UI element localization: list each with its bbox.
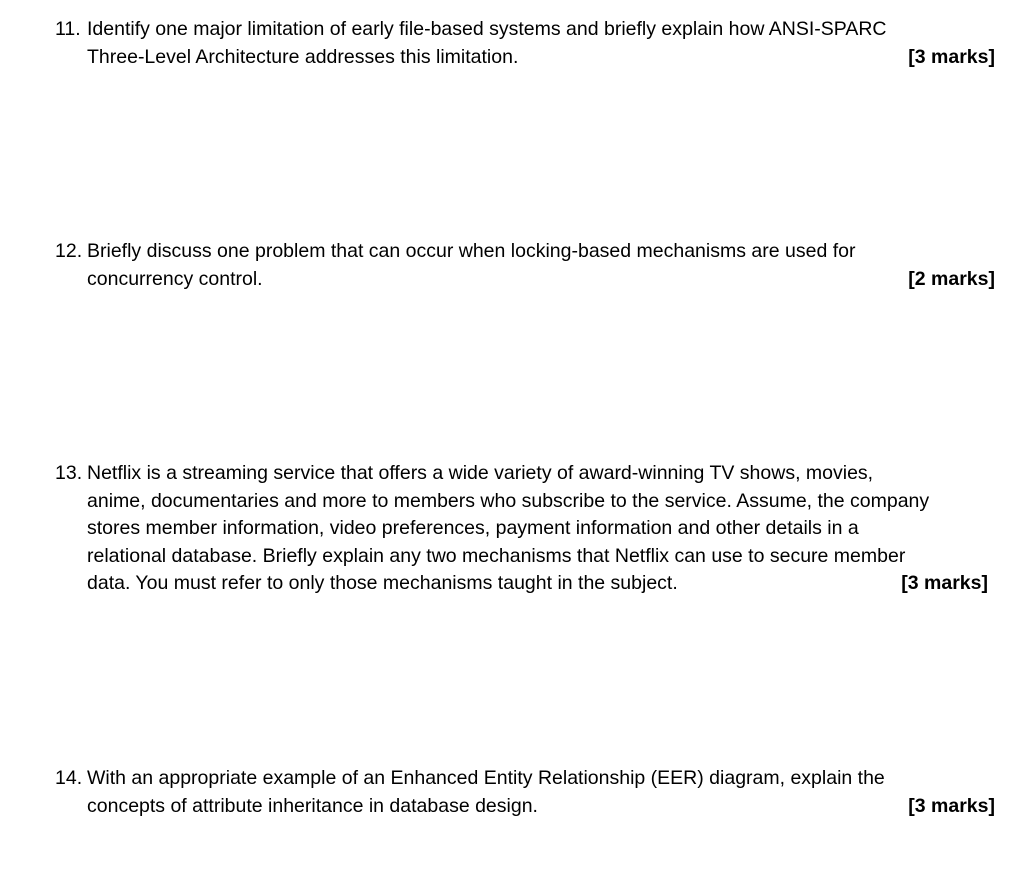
question-12 bbox=[55, 238, 995, 293]
question-number: 14. bbox=[55, 767, 83, 789]
question-number: 11. bbox=[55, 18, 81, 40]
question-text bbox=[87, 460, 995, 598]
marks-label: [3 marks] bbox=[908, 45, 995, 68]
question-line: stores member information, video preferences, payment information and other details in a bbox=[87, 517, 859, 539]
question-number: 12. bbox=[55, 240, 83, 262]
question-line: Identify one major limitation of early file-based systems and briefly explain how ANSI-SPARC bbox=[87, 18, 887, 40]
question-line: concurrency control. bbox=[87, 267, 263, 290]
question-text bbox=[87, 16, 995, 71]
question-line: relational database. Briefly explain any two mechanisms that Netflix can use to secure member bbox=[87, 544, 906, 567]
question-line: anime, documentaries and more to members who subscribe to the service. Assume, the company bbox=[87, 489, 930, 512]
question-13 bbox=[55, 460, 995, 598]
question-line: With an appropriate example of an Enhanced Entity Relationship (EER) diagram, explain the bbox=[87, 767, 885, 789]
marks-label: [2 marks] bbox=[908, 267, 995, 290]
question-text bbox=[87, 238, 995, 293]
marks-label: [3 marks] bbox=[908, 794, 995, 817]
question-number: 13. bbox=[55, 462, 83, 484]
question-line: Netflix is a streaming service that offers a wide variety of award-winning TV shows, movies, bbox=[87, 462, 874, 484]
question-14 bbox=[55, 765, 995, 820]
question-line: Briefly discuss one problem that can occur when locking-based mechanisms are used for bbox=[87, 240, 856, 262]
question-11 bbox=[55, 16, 995, 71]
marks-label: [3 marks] bbox=[901, 572, 988, 594]
question-line: concepts of attribute inheritance in database design. bbox=[87, 794, 538, 817]
question-line: Three-Level Architecture addresses this limitation. bbox=[87, 45, 519, 68]
question-line: data. You must refer to only those mechanisms taught in the subject. bbox=[87, 572, 678, 594]
question-text bbox=[87, 765, 995, 820]
